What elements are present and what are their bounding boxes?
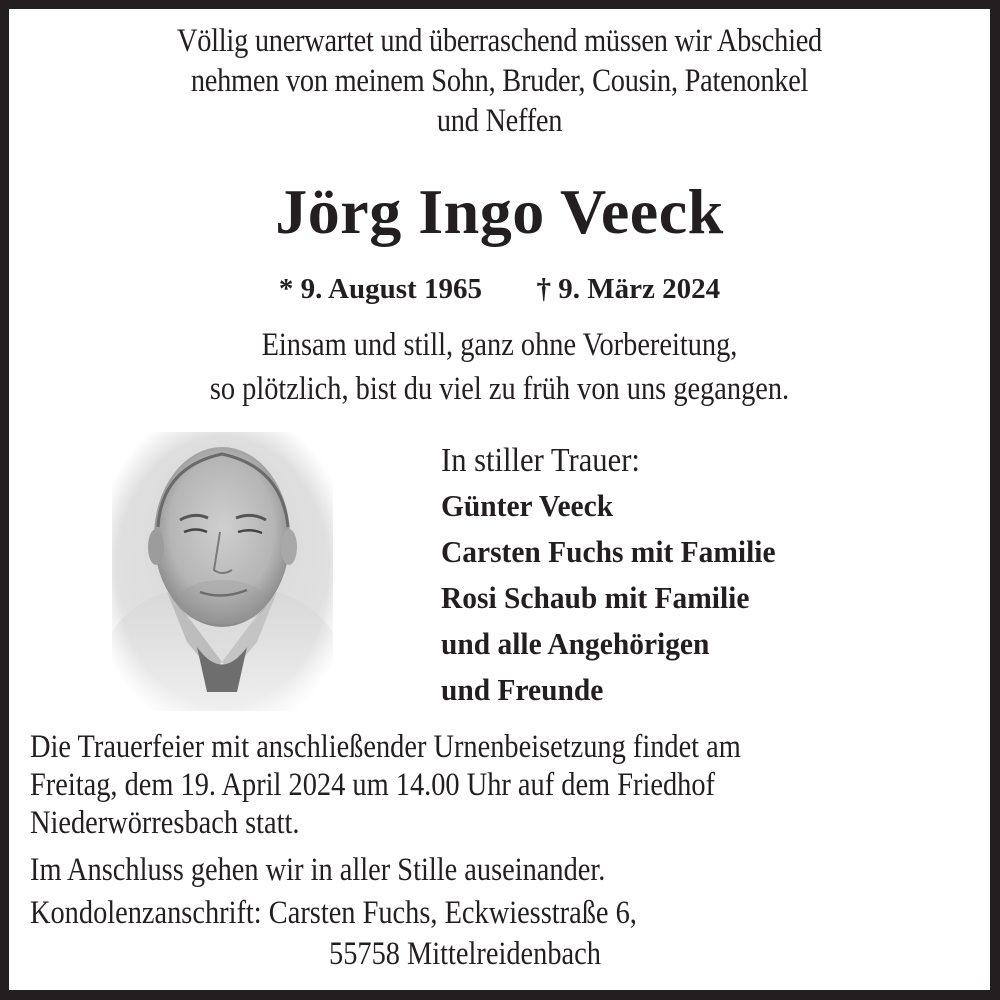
ceremony-line-3: Niederwörresbach statt.	[30, 805, 300, 841]
mourners-block	[441, 439, 793, 713]
portrait-image-icon	[112, 432, 333, 711]
birth-symbol: *	[278, 273, 294, 305]
mourner-name: und alle Angehörigen	[441, 626, 710, 661]
verse-line-1: Einsam und still, ganz ohne Vorbereitung,	[261, 327, 738, 363]
portrait-photo	[112, 432, 333, 711]
condolence-line-2: 55758 Mittelreidenbach	[329, 936, 601, 972]
deceased-name: Jörg Ingo Veeck	[275, 176, 724, 247]
life-dates	[9, 271, 990, 307]
death-date: 9. März 2024	[558, 273, 721, 305]
ceremony-line-2: Freitag, dem 19. April 2024 um 14.00 Uhr auf dem Friedhof	[30, 767, 715, 803]
mourners-label: In stiller Trauer:	[441, 442, 640, 479]
birth-date: 9. August 1965	[300, 273, 482, 305]
intro-line-2: nehmen von meinem Sohn, Bruder, Cousin, Patenonkel	[190, 63, 809, 99]
ceremony-line-1: Die Trauerfeier mit anschließender Urnenbeisetzung findet am	[30, 729, 741, 765]
cross-icon: †	[536, 273, 551, 305]
condolence-line-1: Carsten Fuchs, Eckwiesstraße 6,	[268, 895, 637, 931]
mourner-name: Rosi Schaub mit Familie	[441, 580, 750, 615]
mourner-name: und Freunde	[441, 672, 604, 707]
condolence-address	[30, 895, 637, 932]
intro-line-3: und Neffen	[436, 103, 563, 139]
closing-text: Im Anschluss gehen wir in aller Stille auseinander.	[30, 852, 606, 888]
verse-line-2: so plötzlich, bist du viel zu früh von uns gegangen.	[209, 371, 790, 407]
condolence-label: Kondolenzanschrift:	[30, 895, 262, 931]
mourner-name: Carsten Fuchs mit Familie	[441, 534, 776, 569]
intro-line-1: Völlig unerwartet und überraschend müssen wir Abschied	[177, 23, 822, 59]
mourner-name: Günter Veeck	[441, 488, 614, 523]
